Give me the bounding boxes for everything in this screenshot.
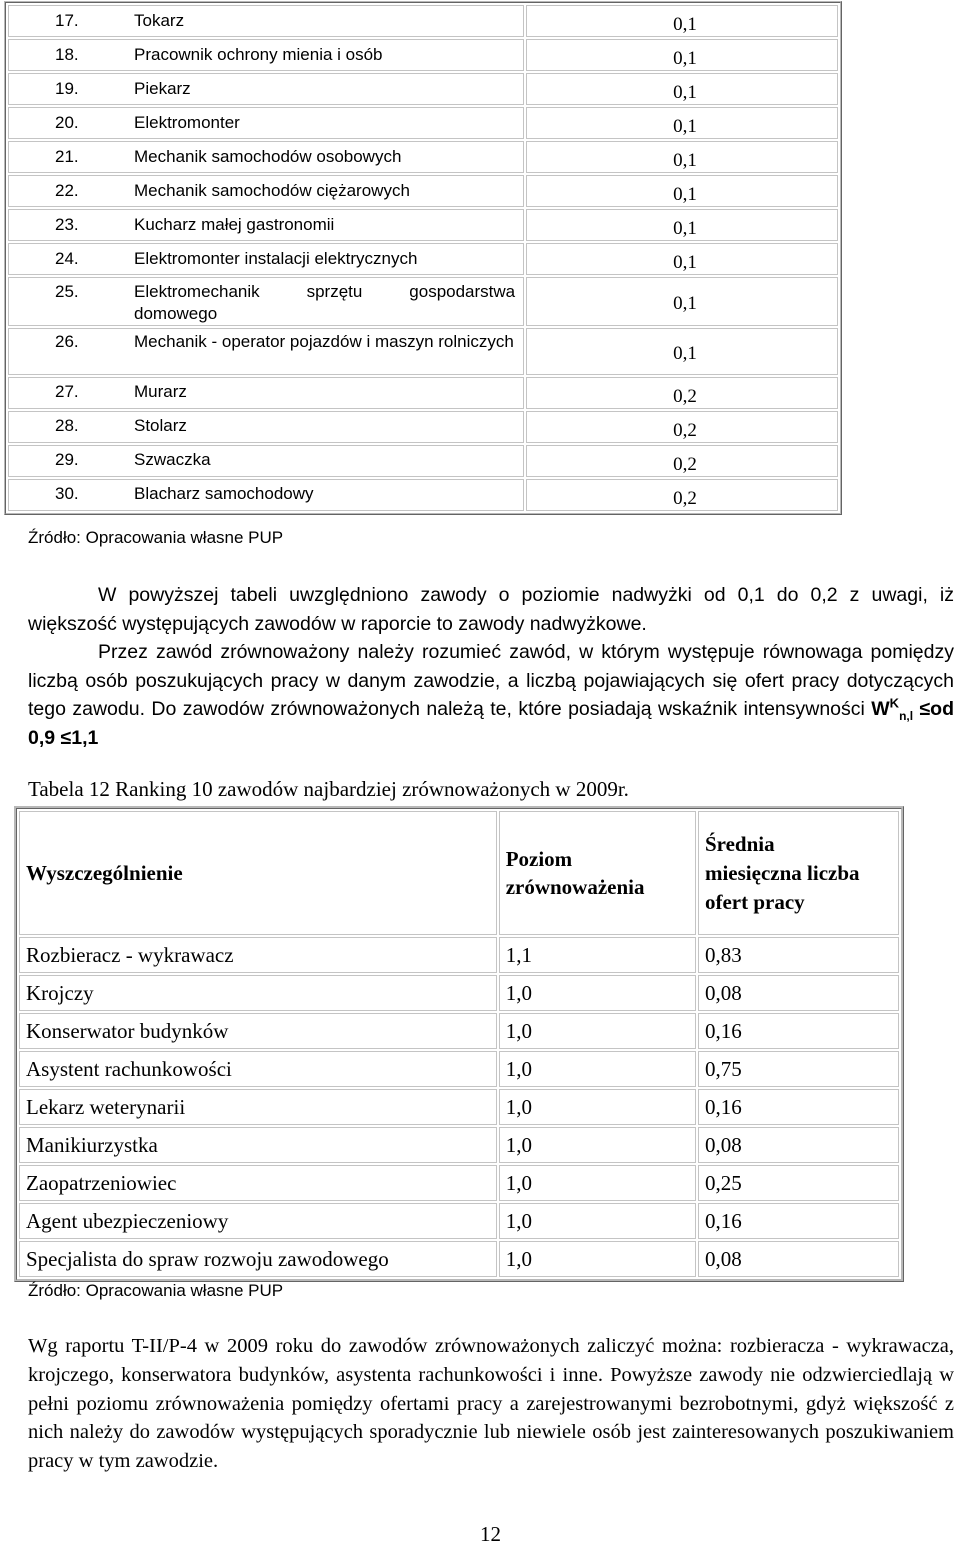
- intensity-indicator: $W^K_{n,l} \le od$ 0,9 ≤1,1: [28, 695, 954, 749]
- surplus-value: 0,1: [673, 116, 697, 137]
- table-row: [8, 141, 838, 173]
- table2-source: Źródło: Opracowania własne PUP: [28, 1281, 284, 1300]
- occupation-name: Konserwator budynków: [19, 1013, 497, 1049]
- occupation-name: Piekarz: [134, 79, 191, 98]
- paragraph-text: Przez zawód zrównoważony należy rozumieć zawód, w którym występuje równowaga pomiędzy liczbą osób poszukujących pracy w danym zawodzie, a liczbą pojawiających się ofert pracy dotyczących tego zawodu. Do zawodów zrównoważonych należą te, które posiadają wskaźnik intensywności: [28, 641, 954, 721]
- occupation-name: Manikiurzystka: [19, 1127, 497, 1163]
- table-row: [19, 937, 899, 973]
- surplus-value: 0,1: [673, 82, 697, 103]
- row-number: 20.: [55, 113, 79, 132]
- row-number: 24.: [55, 249, 79, 268]
- surplus-value: 0,1: [673, 48, 697, 69]
- surplus-value: 0,1: [673, 184, 697, 205]
- row-number: 30.: [55, 484, 79, 503]
- table-row: [19, 1051, 899, 1087]
- occupation-name: Szwaczka: [134, 450, 211, 469]
- row-number: 29.: [55, 450, 79, 469]
- monthly-offers: 0,08: [698, 975, 899, 1011]
- occupation-name: Elektromonter instalacji elektrycznych: [134, 249, 418, 268]
- row-number: 26.: [55, 332, 79, 351]
- occupation-name: Specjalista do spraw rozwoju zawodowego: [19, 1241, 497, 1277]
- balance-level: 1,0: [499, 1203, 696, 1239]
- occupation-name: Krojczy: [19, 975, 497, 1011]
- table-row: [19, 975, 899, 1011]
- table-row: [8, 39, 838, 71]
- table-row: [8, 175, 838, 207]
- table-row: [8, 445, 838, 477]
- occupation-name: Blacharz samochodowy: [134, 484, 314, 503]
- occupation-name: Stolarz: [134, 416, 187, 435]
- table-row: [8, 209, 838, 241]
- row-number: 17.: [55, 11, 79, 30]
- monthly-offers: 0,08: [698, 1241, 899, 1277]
- balance-level: 1,0: [499, 1241, 696, 1277]
- occupation-name: Elektromonter: [134, 113, 240, 132]
- occupation-name: Mechanik samochodów osobowych: [134, 147, 402, 166]
- table-row: [19, 1241, 899, 1277]
- occupation-name: Pracownik ochrony mienia i osób: [134, 45, 383, 64]
- balance-level: 1,0: [499, 1165, 696, 1201]
- table-row: [19, 1127, 899, 1163]
- surplus-value: 0,1: [673, 292, 697, 314]
- surplus-value: 0,2: [673, 454, 697, 475]
- row-number: 19.: [55, 79, 79, 98]
- balance-level: 1,0: [499, 1089, 696, 1125]
- paragraph-surplus-note: [28, 581, 954, 638]
- occupation-name: Murarz: [134, 382, 187, 401]
- table-row: [19, 1165, 899, 1201]
- row-number: 22.: [55, 181, 79, 200]
- paragraph-balanced-definition: [28, 638, 954, 752]
- page-number: 12: [480, 1522, 501, 1546]
- occupation-name: Zaopatrzeniowiec: [19, 1165, 497, 1201]
- occupation-name: Agent ubezpieczeniowy: [19, 1203, 497, 1239]
- surplus-value: 0,1: [673, 252, 697, 273]
- monthly-offers: 0,83: [698, 937, 899, 973]
- occupation-table-continued: [4, 1, 842, 515]
- table-row: [19, 1089, 899, 1125]
- column-header: Wyszczególnienie: [19, 811, 497, 935]
- paragraph-report-summary: Wg raportu T-II/P-4 w 2009 roku do zawodów zrównoważonych zaliczyć można: rozbieracza - wykrawacza, krojczego, konserwatora budynków, asystenta rachunkowości i inne. Powyższe zawody nie odzwierciedlają w pełni poziomu zrównoważenia pomiędzy ofertami pracy a zarejestrowanymi bezrobotnymi, gdyż większość z nich należy do zawodów występujących sporadycznie lub niewiele osób jest zainteresowanych poszukiwaniem pracy w tym zawodzie.: [28, 1335, 954, 1473]
- table2-caption: Tabela 12 Ranking 10 zawodów najbardziej zrównoważonych w 2009r.: [28, 777, 629, 801]
- balance-level: 1,0: [499, 1051, 696, 1087]
- monthly-offers: 0,16: [698, 1203, 899, 1239]
- surplus-value: 0,2: [673, 488, 697, 509]
- occupation-name: Rozbieracz - wykrawacz: [19, 937, 497, 973]
- table1-source: Źródło: Opracowania własne PUP: [28, 528, 284, 547]
- occupation-name: Tokarz: [134, 11, 185, 30]
- row-number: 23.: [55, 215, 79, 234]
- table-row: [19, 1203, 899, 1239]
- table-header-row: [19, 811, 899, 935]
- balance-level: 1,0: [499, 1127, 696, 1163]
- column-header: Poziom zrównoważenia: [499, 811, 696, 935]
- balance-level: 1,0: [499, 975, 696, 1011]
- monthly-offers: 0,08: [698, 1127, 899, 1163]
- surplus-value: 0,1: [673, 218, 697, 239]
- monthly-offers: 0,16: [698, 1089, 899, 1125]
- occupation-name: Lekarz weterynarii: [19, 1089, 497, 1125]
- balanced-occupations-table: [14, 806, 904, 1282]
- row-number: 28.: [55, 416, 79, 435]
- row-number: 18.: [55, 45, 79, 64]
- table-row: [8, 107, 838, 139]
- surplus-value: 0,1: [673, 342, 697, 364]
- balance-level: 1,1: [499, 937, 696, 973]
- monthly-offers: 0,75: [698, 1051, 899, 1087]
- occupation-name: Mechanik - operator pojazdów i maszyn rolniczych: [134, 332, 514, 351]
- surplus-value: 0,2: [673, 386, 697, 407]
- table-row: [8, 479, 838, 511]
- table-row: [8, 411, 838, 443]
- table-row: [8, 73, 838, 105]
- table-row: [19, 1013, 899, 1049]
- occupation-name: Mechanik samochodów ciężarowych: [134, 181, 410, 200]
- paragraph-text: W powyższej tabeli uwzględniono zawody o poziomie nadwyżki od 0,1 do 0,2 z uwagi, iż większość występujących zawodów w raporcie to zawody nadwyżkowe.: [28, 584, 954, 635]
- occupation-name: Elektromechanik sprzętu gospodarstwa domowego: [134, 282, 516, 323]
- surplus-value: 0,1: [673, 14, 697, 35]
- surplus-value: 0,1: [673, 150, 697, 171]
- table-row: [8, 5, 838, 37]
- row-number: 27.: [55, 382, 79, 401]
- surplus-value: 0,2: [673, 420, 697, 441]
- table-row: [8, 277, 838, 326]
- table-row: [8, 377, 838, 409]
- monthly-offers: 0,16: [698, 1013, 899, 1049]
- column-header: Średnia miesięczna liczba ofert pracy: [698, 811, 899, 935]
- occupation-name: Kucharz małej gastronomii: [134, 215, 335, 234]
- occupation-name: Asystent rachunkowości: [19, 1051, 497, 1087]
- row-number: 25.: [55, 282, 79, 301]
- monthly-offers: 0,25: [698, 1165, 899, 1201]
- balance-level: 1,0: [499, 1013, 696, 1049]
- row-number: 21.: [55, 147, 79, 166]
- table-row: [8, 243, 838, 275]
- table-row: [8, 328, 838, 375]
